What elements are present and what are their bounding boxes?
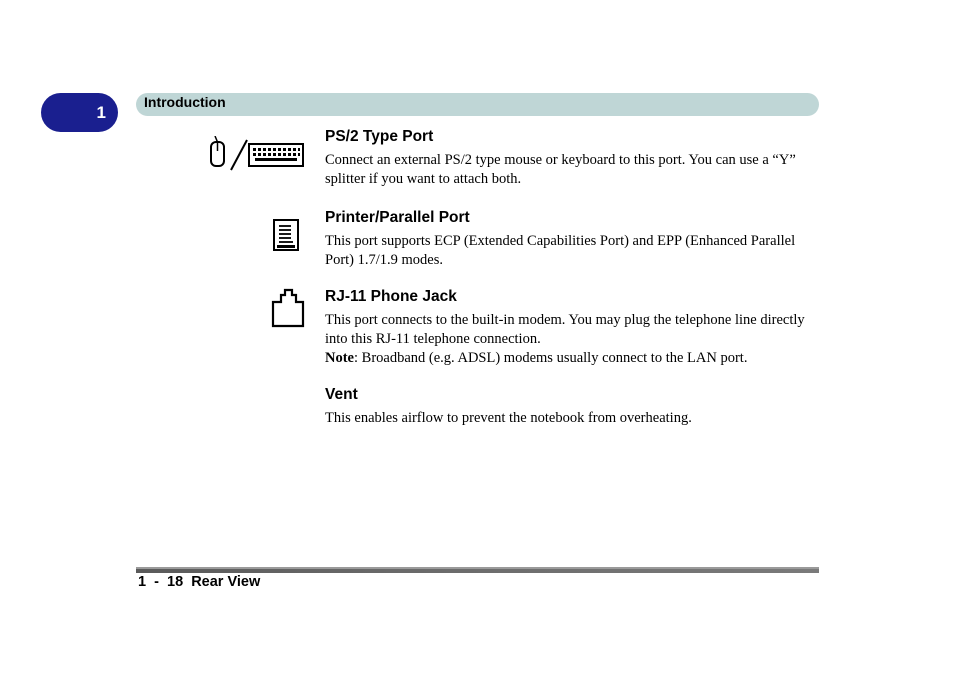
chapter-title: Introduction xyxy=(144,94,226,110)
section-title: RJ-11 Phone Jack xyxy=(325,288,457,305)
section-title: PS/2 Type Port xyxy=(325,128,434,145)
section-note xyxy=(325,349,805,368)
chapter-badge xyxy=(41,93,118,132)
chapter-number: 1 xyxy=(96,102,106,122)
footer-page-label: 1 - 18 Rear View xyxy=(138,574,261,590)
section-ps2-port xyxy=(325,127,805,189)
section-body: This port supports ECP (Extended Capabilities Port) and EPP (Enhanced Parallel Port) 1.7/1.9 modes. xyxy=(325,233,796,268)
section-body: This enables airflow to prevent the notebook from overheating. xyxy=(325,410,692,426)
section-title: Vent xyxy=(325,386,358,403)
ps2-mouse-keyboard-icon xyxy=(205,136,307,172)
printer-icon xyxy=(270,218,302,252)
section-vent xyxy=(325,385,805,428)
section-body: This port connects to the built-in modem. You may plug the telephone line directly into this RJ-11 telephone connection. xyxy=(325,312,805,347)
chapter-header-bar xyxy=(136,93,819,116)
footer-rule-highlight xyxy=(136,567,819,569)
section-title: Printer/Parallel Port xyxy=(325,209,470,226)
note-text: : Broadband (e.g. ADSL) modems usually connect to the LAN port. xyxy=(354,350,748,366)
phone-jack-icon xyxy=(270,288,306,328)
section-body: Connect an external PS/2 type mouse or keyboard to this port. You can use a “Y” splitter if you want to attach both. xyxy=(325,152,796,187)
section-parallel-port xyxy=(325,208,805,270)
section-phone-jack xyxy=(325,287,805,368)
note-label: Note xyxy=(325,350,354,366)
